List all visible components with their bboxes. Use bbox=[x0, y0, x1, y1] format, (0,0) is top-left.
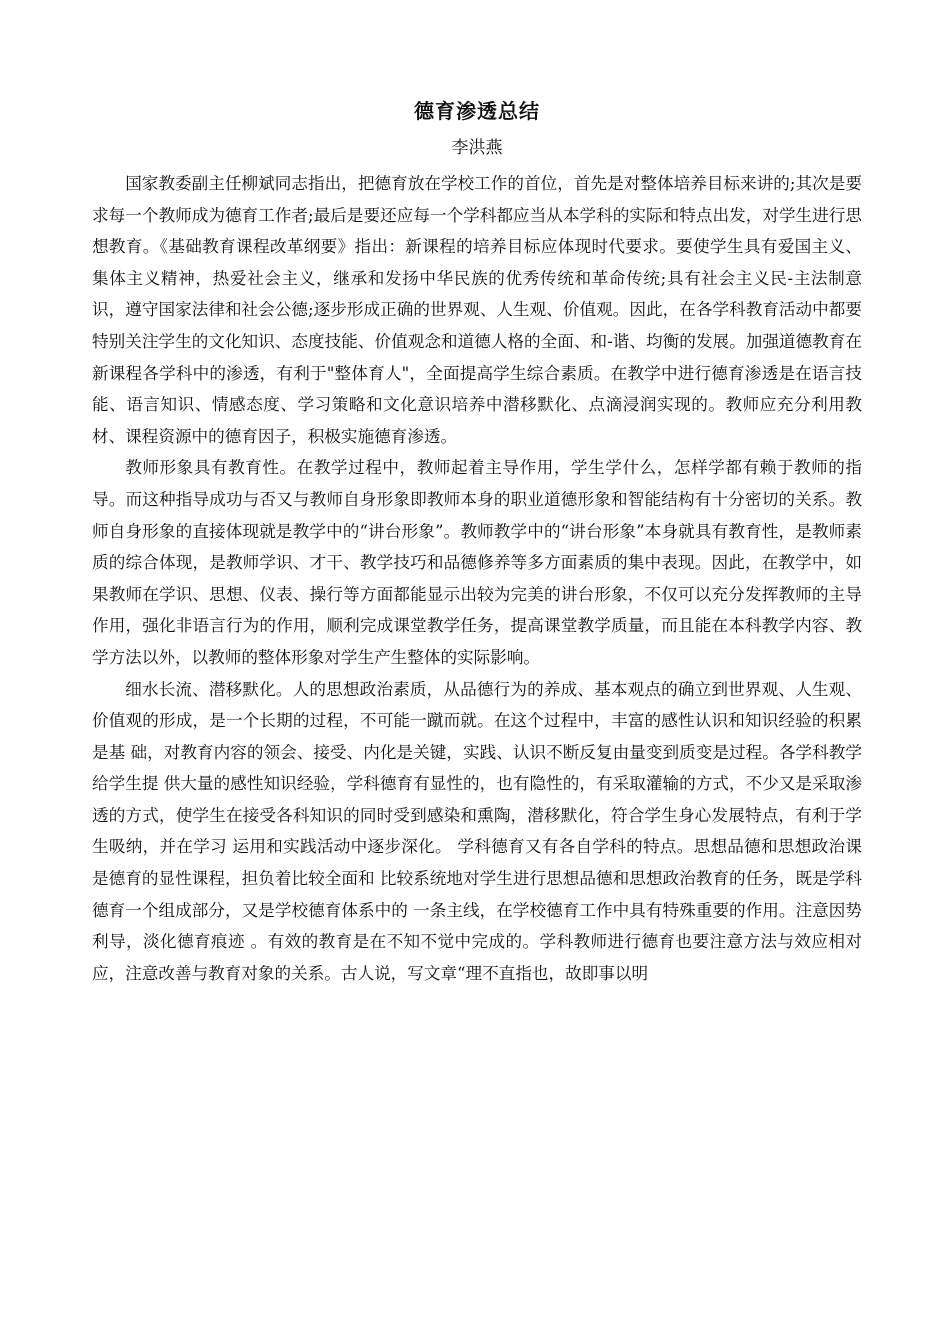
document-title: 德育渗透总结 bbox=[414, 99, 540, 123]
paragraph-2: 教师形象具有教育性。在教学过程中，教师起着主导作用，学生学什么，怎样学都有赖于教师的指导。而这种指导成功与否又与教师自身形象即教师本身的职业道德形象和智能结构有十分密切的关系。教师自身形象的直接体现就是教学中的“讲台形象”。教师教学中的“讲台形象”本身就具有教育性，是教师素质的综合体现，是教师学识、才干、教学技巧和品德修养等多方面素质的集中表现。因此，在教学中，如果教师在学识、思想、仪表、操行等方面都能显示出较为完美的讲台形象，不仅可以充分发挥教师的主导作用，强化非语言行为的作用，顺利完成课堂教学任务，提高课堂教学质量，而且能在本科教学内容、教学方法以外，以教师的整体形象对学生产生整体的实际影响。 bbox=[92, 458, 862, 667]
paragraph-3: 细水长流、潜移默化。人的思想政治素质，从品德行为的养成、基本观点的确立到世界观、人生观、 价值观的形成，是一个长期的过程，不可能一蹴而就。在这个过程中，丰富的感性认识和知识经验的积累是基 础，对教育内容的领会、接受、内化是关键，实践、认识不断反复由量变到质变是过程。各学科教学给学生提 供大量的感性知识经验，学科德育有显性的，也有隐性的，有采取灌输的方式，不少又是采取渗透的方式，使学生在接受各科知识的同时受到感染和熏陶，潜移默化，符合学生身心发展特点，有利于学生吸纳，并在学习 运用和实践活动中逐步深化。 学科德育又有各自学科的特点。思想品德和思想政治课是德育的显性课程，担负着比较全面和 比较系统地对学生进行思想品德和思想政治教育的任务，既是学科德育一个组成部分，又是学校德育体系中的 一条主线，在学校德育工作中具有特殊重要的作用。注意因势利导，淡化德育痕迹 。有效的教育是在不知不觉中完成的。学科教师进行德育也要注意方法与效应相对应，注意改善与教育对象的关系。古人说，写文章“理不直指也，故即事以明 bbox=[92, 679, 862, 983]
document-author: 李洪燕 bbox=[451, 138, 503, 158]
paragraph-1: 国家教委副主任柳斌同志指出，把德育放在学校工作的首位，首先是对整体培养目标来讲的;其次是要求每一个教师成为德育工作者;最后是要还应每一个学科都应当从本学科的实际和特点出发，对学生进行思想教育。《基础教育课程改革纲要》指出：新课程的培养目标应体现时代要求。要使学生具有爱国主义、集体主义精神，热爱社会主义，继承和发扬中华民族的优秀传统和革命传统;具有社会主义民-主法制意识，遵守国家法律和社会公德;逐步形成正确的世界观、人生观、价值观。因此，在各学科教育活动中都要特别关注学生的文化知识、态度技能、价值观念和道德人格的全面、和-谐、均衡的发展。加强道德教育在新课程各学科中的渗透，有利于"整体育人"，全面提高学生综合素质。在教学中进行德育渗透是在语言技能、语言知识、情感态度、学习策略和文化意识培养中潜移默化、点滴浸润实现的。教师应充分利用教材、课程资源中的德育因子，积极实施德育渗透。 bbox=[92, 174, 862, 446]
